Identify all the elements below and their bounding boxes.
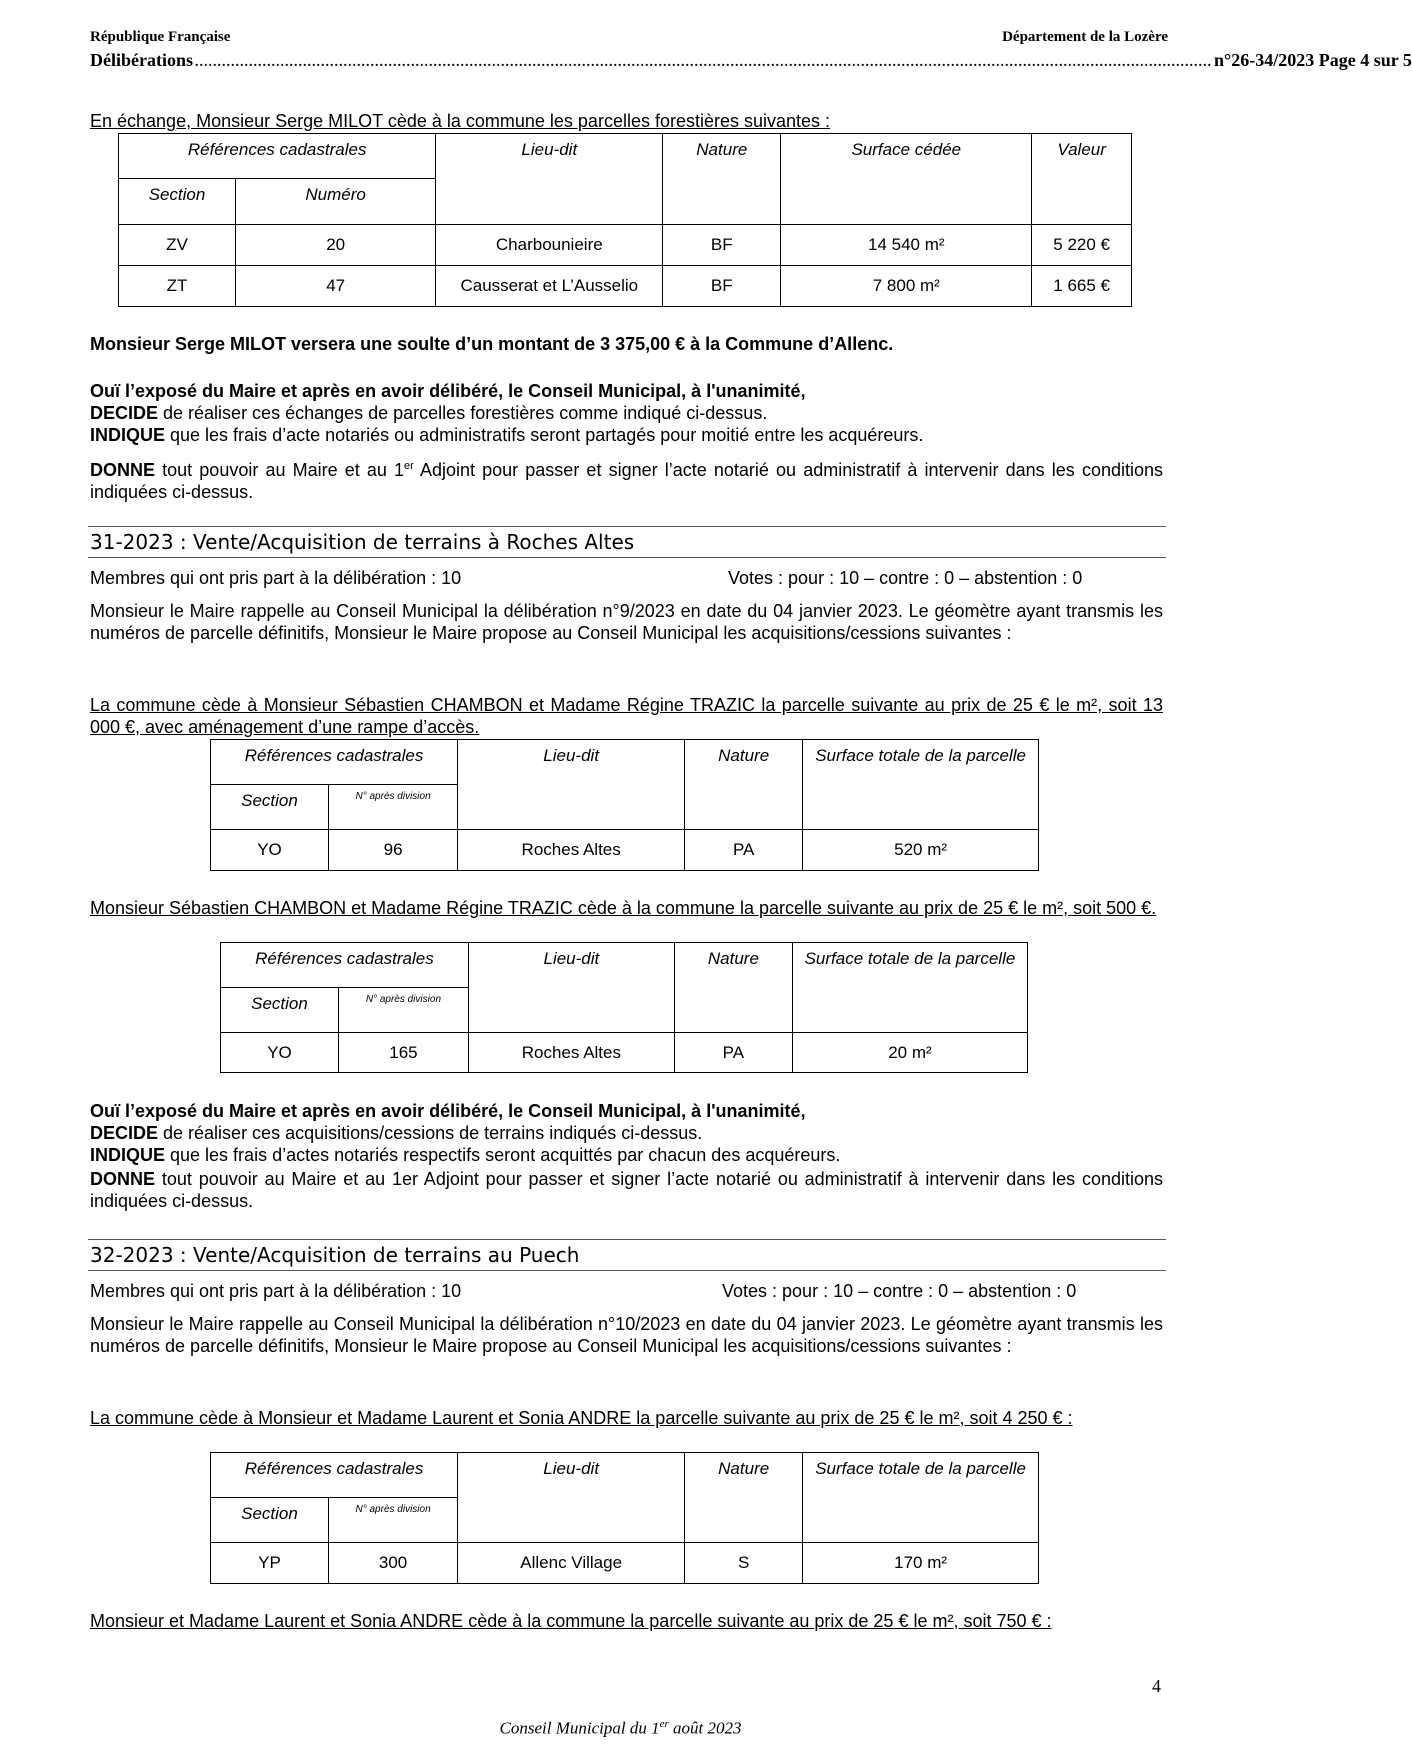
cell-numero: 96: [329, 830, 458, 871]
cell-surface: 7 800 m²: [781, 266, 1032, 307]
s32-table1: [210, 1452, 1039, 1584]
cell-lieu-dit: Roches Altes: [458, 830, 685, 871]
s32-members: Membres qui ont pris part à la délibération : 10: [90, 1281, 462, 1301]
header-republique: République Française: [90, 29, 231, 45]
th-surface-totale: Surface totale de la parcelle: [803, 740, 1039, 830]
header-deliberations-line: [90, 50, 1412, 71]
page-number: 4: [1152, 1676, 1161, 1696]
exchange-indique: [90, 424, 1163, 446]
cell-nature: BF: [663, 266, 781, 307]
exchange-intro: En échange, Monsieur Serge MILOT cède à la commune les parcelles forestières suivantes :: [90, 111, 831, 131]
s32-cede1: La commune cède à Monsieur et Madame Laurent et Sonia ANDRE la parcelle suivante au prix de 25 € le m², soit 4 250 € :: [90, 1408, 1073, 1428]
decide-keyword: DECIDE: [90, 403, 159, 423]
s31-cede2: Monsieur Sébastien CHAMBON et Madame Régine TRAZIC cède à la commune la parcelle suivante au prix de 25 € le m², soit 500 €.: [90, 898, 1157, 918]
table-row: [211, 1543, 1039, 1584]
cell-section: YP: [211, 1543, 329, 1584]
cell-lieu-dit: Roches Altes: [468, 1033, 674, 1073]
th-numero-apres-division: N° après division: [329, 1498, 458, 1543]
cell-lieu-dit: Charbounieire: [436, 225, 663, 266]
table-row: [211, 830, 1039, 871]
cell-nature: S: [685, 1543, 803, 1584]
s31-donne: [90, 1168, 1163, 1212]
s32-cede2: Monsieur et Madame Laurent et Sonia ANDRE cède à la commune la parcelle suivante au prix de 25 € le m², soit 750 € :: [90, 1611, 1052, 1631]
th-nature: Nature: [663, 134, 781, 225]
table-row: [119, 225, 1132, 266]
donne-text: tout pouvoir au Maire et au 1er Adjoint pour passer et signer l’acte notarié ou administratif à intervenir dans les conditions indiquées ci-dessus.: [90, 1169, 1163, 1211]
exchange-soulte: Monsieur Serge MILOT versera une soulte d’un montant de 3 375,00 € à la Commune d’Allenc.: [90, 334, 894, 354]
cell-surface: 14 540 m²: [781, 225, 1032, 266]
table-row: [119, 266, 1132, 307]
s31-cede1: La commune cède à Monsieur Sébastien CHAMBON et Madame Régine TRAZIC la parcelle suivante au prix de 25 € le m², soit 13 000 €, avec aménagement d’une rampe d’accès.: [90, 695, 1163, 737]
cell-nature: PA: [674, 1033, 792, 1073]
header-ref: n°26-34/2023: [1214, 50, 1315, 70]
decide-text: de réaliser ces échanges de parcelles forestières comme indiqué ci-dessus.: [158, 403, 768, 423]
cell-section: YO: [211, 830, 329, 871]
footer-text: [0, 1718, 1241, 1739]
donne-text-a: tout pouvoir au Maire et au 1: [155, 460, 405, 480]
cell-numero: 300: [329, 1543, 458, 1584]
section-31-title: 31-2023 : Vente/Acquisition de terrains à Roches Altes: [88, 526, 1166, 558]
indique-text: que les frais d’actes notariés respectifs seront acquittés par chacun des acquéreurs.: [165, 1145, 841, 1165]
th-valeur: Valeur: [1032, 134, 1132, 225]
cell-surface: 170 m²: [803, 1543, 1039, 1584]
header-page: Page 4 sur 5: [1318, 50, 1412, 70]
cell-section: ZV: [119, 225, 236, 266]
donne-text-b: Adjoint pour passer et signer l’acte notarié ou administratif à intervenir dans les conditions indiquées ci-dessus.: [90, 460, 1163, 502]
th-section: Section: [211, 785, 329, 830]
th-nature: Nature: [685, 740, 803, 830]
s31-members: Membres qui ont pris part à la délibération : 10: [90, 568, 462, 588]
th-surface-totale: Surface totale de la parcelle: [803, 1453, 1039, 1543]
exchange-donne: [90, 455, 1163, 503]
th-section: Section: [119, 179, 236, 225]
header-departement: Département de la Lozère: [1002, 29, 1168, 45]
cell-valeur: 5 220 €: [1032, 225, 1132, 266]
cell-valeur: 1 665 €: [1032, 266, 1132, 307]
cell-section: YO: [221, 1033, 339, 1073]
th-lieu-dit: Lieu-dit: [436, 134, 663, 225]
table-row: [221, 1033, 1028, 1073]
s32-votes: Votes : pour : 10 – contre : 0 – abstention : 0: [722, 1281, 1077, 1301]
th-section: Section: [211, 1498, 329, 1543]
cell-nature: BF: [663, 225, 781, 266]
cell-lieu-dit: Causserat et L’Ausselio: [436, 266, 663, 307]
donne-keyword: DONNE: [90, 1169, 156, 1189]
decide-keyword: DECIDE: [90, 1123, 159, 1143]
th-nature: Nature: [685, 1453, 803, 1543]
donne-sup: er: [404, 460, 414, 472]
s31-table1: [210, 739, 1039, 871]
exchange-decide: [90, 402, 1163, 424]
th-surface: Surface cédée: [781, 134, 1032, 225]
header-dots: ..................................................................................................................................................................................................................................: [195, 55, 1212, 70]
th-nature: Nature: [674, 943, 792, 1033]
cell-numero: 47: [236, 266, 436, 307]
cell-numero: 165: [339, 1033, 469, 1073]
th-references: Références cadastrales: [211, 740, 458, 785]
donne-keyword: DONNE: [90, 460, 156, 480]
section-32-title: 32-2023 : Vente/Acquisition de terrains au Puech: [88, 1239, 1166, 1271]
th-section: Section: [221, 988, 339, 1033]
cell-surface: 520 m²: [803, 830, 1039, 871]
th-numero: Numéro: [236, 179, 436, 225]
s31-oui: Ouï l’exposé du Maire et après en avoir délibéré, le Conseil Municipal, à l'unanimité,: [90, 1101, 806, 1121]
footer-text-b: août 2023: [668, 1718, 742, 1738]
th-surface-totale: Surface totale de la parcelle: [792, 943, 1027, 1033]
s31-intro: Monsieur le Maire rappelle au Conseil Municipal la délibération n°9/2023 en date du 04 janvier 2023. Le géomètre ayant transmis les numéros de parcelle définitifs, Monsieur le Maire propose au Conseil Municipal les acquisitions/cessions suivantes :: [90, 601, 1163, 643]
decide-text: de réaliser ces acquisitions/cessions de terrains indiqués ci-dessus.: [158, 1123, 703, 1143]
cell-lieu-dit: Allenc Village: [458, 1543, 685, 1584]
th-references: Références cadastrales: [119, 134, 436, 179]
th-references: Références cadastrales: [221, 943, 469, 988]
footer-text-a: Conseil Municipal du 1: [499, 1718, 660, 1738]
th-lieu-dit: Lieu-dit: [458, 740, 685, 830]
header-deliberations: Délibérations: [90, 50, 193, 70]
indique-keyword: INDIQUE: [90, 425, 166, 445]
s31-indique: [90, 1144, 1163, 1166]
s31-votes: Votes : pour : 10 – contre : 0 – abstention : 0: [728, 568, 1083, 588]
th-numero-apres-division: N° après division: [329, 785, 458, 830]
cell-numero: 20: [236, 225, 436, 266]
s32-intro: Monsieur le Maire rappelle au Conseil Municipal la délibération n°10/2023 en date du 04 janvier 2023. Le géomètre ayant transmis les numéros de parcelle définitifs, Monsieur le Maire propose au Conseil Municipal les acquisitions/cessions suivantes :: [90, 1314, 1163, 1356]
th-lieu-dit: Lieu-dit: [468, 943, 674, 1033]
exchange-table: [118, 133, 1132, 307]
exchange-oui: Ouï l’exposé du Maire et après en avoir délibéré, le Conseil Municipal, à l'unanimité,: [90, 381, 806, 401]
cell-nature: PA: [685, 830, 803, 871]
footer-sup: er: [659, 1718, 669, 1730]
th-lieu-dit: Lieu-dit: [458, 1453, 685, 1543]
indique-text: que les frais d’acte notariés ou administratifs seront partagés pour moitié entre les acquéreurs.: [165, 425, 924, 445]
s31-table2: [220, 942, 1028, 1073]
s31-decide: [90, 1122, 1163, 1144]
th-numero-apres-division: N° après division: [339, 988, 469, 1033]
cell-section: ZT: [119, 266, 236, 307]
indique-keyword: INDIQUE: [90, 1145, 166, 1165]
cell-surface: 20 m²: [792, 1033, 1027, 1073]
th-references: Références cadastrales: [211, 1453, 458, 1498]
